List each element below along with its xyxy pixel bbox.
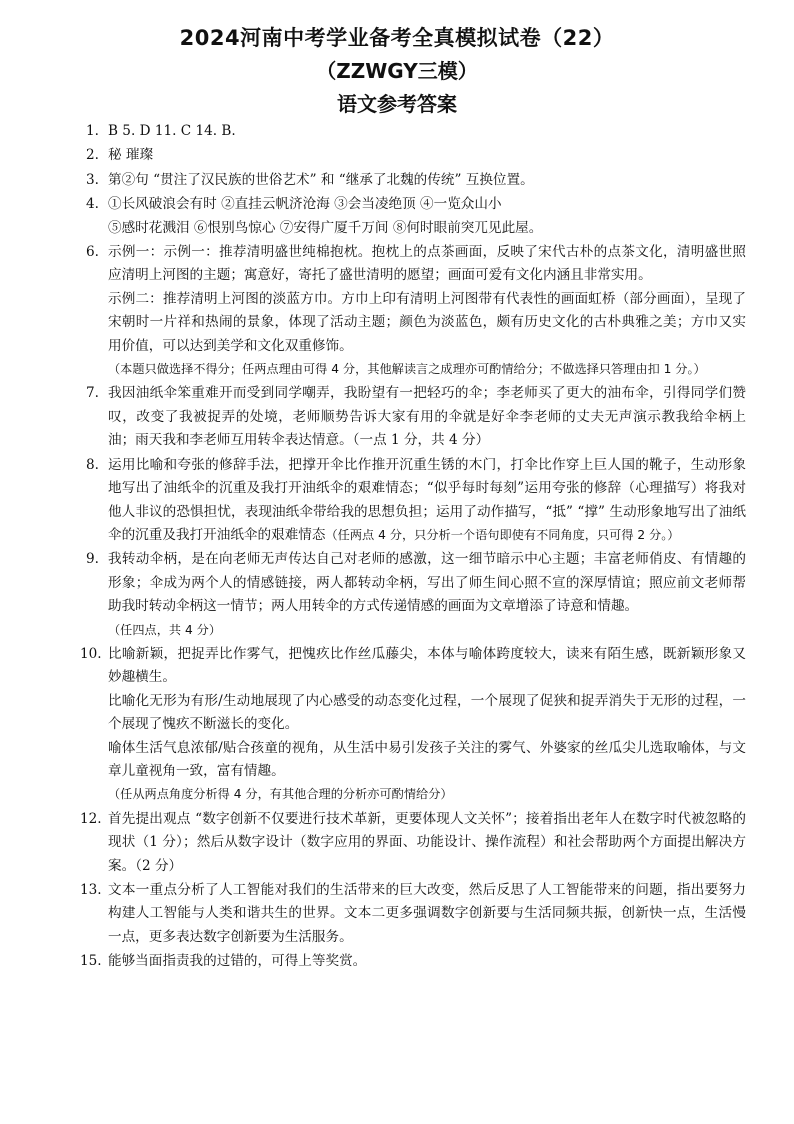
answer-number: 7. — [86, 385, 99, 402]
answer-number: 13. — [80, 882, 102, 898]
answer-item-7 — [86, 382, 746, 452]
answer-number: 6. — [86, 244, 99, 261]
answer-text: 我因油纸伞笨重难开而受到同学嘲弄，我盼望有一把轻巧的伞；李老师买了更大的油布伞，引得同学们赞叹，改变了我被捉弄的处境，老师顺势告诉大家有用的伞就是好伞李老师的丈夫无声演示教我给伞柄上油；雨天我和李老师互用转伞表达情意。（一点 1 分，共 4 分） — [108, 385, 746, 449]
answer-item-3 — [86, 169, 746, 192]
answer-number: 15. — [80, 953, 102, 970]
answer-text: 示例二：推荐清明上河图的淡蓝方巾。方巾上印有清明上河图带有代表性的画面虹桥（部分画面），呈现了宋朝时一片祥和热闹的景象，体现了活动主题；颜色为淡蓝色，颇有历史文化的古朴典雅之美；方巾又实用价值，可以达到美学和文化双重修饰。 — [108, 290, 746, 354]
answer-text: ⑤感时花溅泪 ⑥恨别鸟惊心 ⑦安得广厦千万间 ⑧何时眼前突兀见此屋。 — [108, 219, 543, 236]
answer-text: 首先提出观点 “数字创新不仅要进行技术革新，更要体现人文关怀”；接着指出老年人在数字时代被忽略的现状（1 分）；然后从数字设计（数字应用的界面、功能设计、操作流程）和社会帮助两个方面提出解决方案。（2 分） — [108, 810, 746, 874]
answer-text: ①长风破浪会有时 ②直挂云帆济沧海 ③会当凌绝顶 ④一览众山小 — [108, 196, 502, 213]
answer-item-12 — [80, 808, 746, 878]
answer-item-1 — [86, 120, 746, 143]
answer-item-15 — [80, 950, 746, 973]
scoring-note: （任从两点角度分析得 4 分，有其他合理的分析亦可酌情给分） — [108, 787, 453, 802]
answer-text-main: 运用比喻和夸张的修辞手法，把撑开伞比作推开沉重生锈的木门，打伞比作穿上巨人国的靴子，生动形象地写出了油纸伞的沉重及我打开油纸伞的艰难情态；“似乎每时每刻”运用夸张的修辞（心理描写）将我对他人非议的恐惧担忧，表现油纸伞带给我的思想负担；运用了动作描写，“抵” “撑” 生动形象地写出了油纸伞的沉重及我打开油纸伞的艰难情态 — [108, 456, 746, 543]
answer-item-6 — [86, 241, 746, 381]
answer-text: 第②句 “贯注了汉民族的世俗艺术” 和 “继承了北魏的传统” 互换位置。 — [108, 171, 534, 188]
answer-number: 4. — [86, 196, 99, 213]
answer-text — [108, 454, 746, 548]
answer-item-8 — [86, 454, 746, 548]
answer-item-13 — [80, 879, 746, 949]
answer-item-2 — [86, 144, 746, 167]
answer-text: 能够当面指责我的过错的，可得上等奖赏。 — [108, 953, 367, 970]
answer-text: 示例一：示例一：推荐清明盛世纯棉抱枕。抱枕上的点茶画面，反映了宋代古朴的点茶文化，清明盛世照应清明上河图的主题；寓意好，寄托了盛世清明的愿望；画面可爱有文化内涵且非常实用。 — [108, 244, 746, 284]
answer-text: B 5. D 11. C 14. B. — [108, 123, 236, 139]
answer-number: 10. — [80, 645, 102, 662]
scoring-note: （任四点，共 4 分） — [108, 622, 222, 637]
document-title: 语文参考答案 — [337, 92, 457, 116]
answer-text: 喻体生活气息浓郁/贴合孩童的视角，从生活中易引发孩子关注的雾气、外婆家的丝瓜尖儿选取喻体，与文章儿童视角一致，富有情趣。 — [108, 739, 746, 779]
answer-text: 文本一重点分析了人工智能对我们的生活带来的巨大改变，然后反思了人工智能带来的问题，指出要努力构建人工智能与人类和谐共生的世界。文本二更多强调数字创新要与生活同频共振，创新快一点，生活慢一点，更多表达数字创新要为生活服务。 — [108, 882, 746, 945]
exam-title: 2024河南中考学业备考全真模拟试卷（22） — [179, 26, 615, 50]
scoring-note: （本题只做选择不得分；任两点理由可得 4 分，其他解读言之成理亦可酌情给分；不做选择只答理由扣 1 分。） — [108, 362, 706, 377]
answer-text: 我转动伞柄，是在向老师无声传达自己对老师的感激，这一细节暗示中心主题；丰富老师俏皮、有情趣的形象；伞成为两个人的情感链接，两人都转动伞柄，写出了师生间心照不宣的深厚情谊；照应前文老师帮助我时转动伞柄这一情节；两人用转伞的方式传递情感的画面为文章增添了诗意和情趣。 — [108, 551, 746, 615]
answer-text: 比喻新颖，把捉弄比作雾气，把愧疚比作丝瓜藤尖，本体与喻体跨度较大，读来有陌生感，既新颖形象又妙趣横生。 — [108, 645, 746, 686]
answer-text: 比喻化无形为有形/生动地展现了内心感受的动态变化过程，一个展现了促狭和捉弄消失于无形的过程，一个展现了愧疚不断滋长的变化。 — [108, 692, 746, 733]
answer-number: 2. — [86, 147, 99, 164]
answer-number: 9. — [86, 551, 99, 568]
answer-item-10 — [80, 643, 746, 807]
answer-number: 12. — [80, 810, 102, 827]
answer-text: 秘 璀璨 — [108, 147, 154, 164]
answer-number: 8. — [86, 456, 99, 473]
exam-subtitle: （ZZWGY三模） — [316, 59, 478, 83]
answer-item-9 — [86, 548, 746, 642]
answer-number: 3. — [86, 171, 99, 188]
answer-item-4 — [86, 193, 746, 240]
scoring-note: （任两点 4 分，只分析一个语句即使有不同角度，只可得 2 分。） — [325, 527, 680, 542]
answer-number: 1. — [86, 123, 99, 139]
answer-list — [80, 120, 746, 975]
